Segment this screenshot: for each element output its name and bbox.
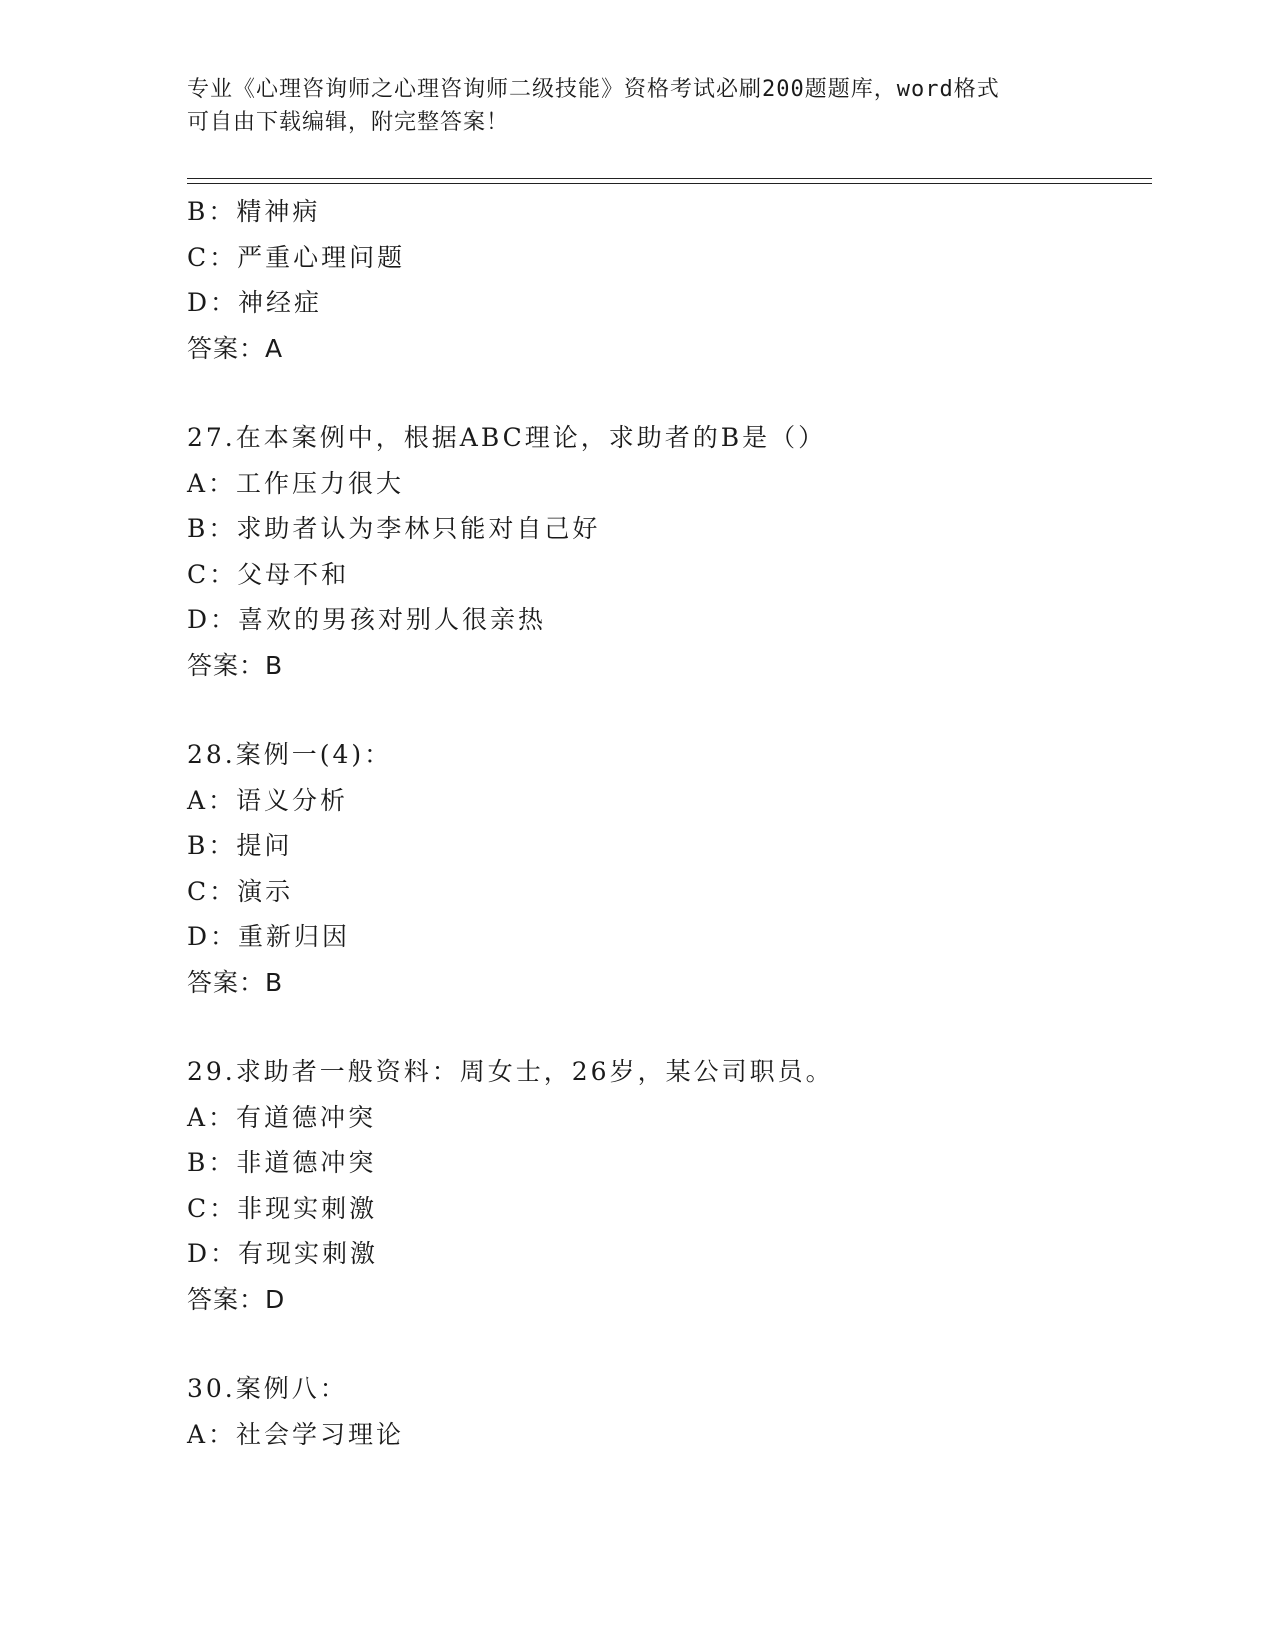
question-block <box>187 732 1152 1005</box>
question-block <box>187 1049 1152 1322</box>
option-b: B：求助者认为李林只能对自己好 <box>187 514 601 543</box>
header-title-line-2: 可自由下载编辑，附完整答案！ <box>187 110 510 135</box>
answer-line: 答案：B <box>187 967 284 997</box>
question-text: 29.求助者一般资料：周女士，26岁，某公司职员。 <box>187 1057 834 1086</box>
question-block <box>187 1366 1152 1457</box>
question-text: 28.案例一(4)： <box>187 740 393 769</box>
header-divider-bottom <box>187 183 1152 184</box>
answer-line: 答案：D <box>187 1284 286 1314</box>
header-title-line-1: 专业《心理咨询师之心理咨询师二级技能》资格考试必刷200题题库，word格式 <box>187 77 1000 102</box>
question-text: 27.在本案例中，根据ABC理论，求助者的B是（） <box>187 423 827 452</box>
header-divider-top <box>187 178 1152 179</box>
option-d: D：有现实刺激 <box>187 1239 379 1268</box>
document-header <box>187 73 1087 139</box>
answer-line: 答案：B <box>187 650 284 680</box>
answer-line: 答案：A <box>187 333 284 363</box>
question-block <box>187 189 1152 371</box>
option-a: A：社会学习理论 <box>187 1419 405 1449</box>
option-c: C：父母不和 <box>187 559 350 589</box>
option-a: A：语义分析 <box>187 785 349 815</box>
option-b: B：精神病 <box>187 197 321 226</box>
option-d: D：神经症 <box>187 288 323 317</box>
question-list <box>187 189 1152 1457</box>
option-c: C：演示 <box>187 876 294 906</box>
option-a: A：工作压力很大 <box>187 468 405 498</box>
option-b: B：提问 <box>187 831 293 860</box>
question-block <box>187 415 1152 688</box>
option-c: C：严重心理问题 <box>187 242 406 272</box>
option-d: D：喜欢的男孩对别人很亲热 <box>187 605 547 634</box>
option-a: A：有道德冲突 <box>187 1102 377 1132</box>
option-b: B：非道德冲突 <box>187 1148 377 1177</box>
option-d: D：重新归因 <box>187 922 351 951</box>
question-text: 30.案例八： <box>187 1374 348 1403</box>
option-c: C：非现实刺激 <box>187 1193 378 1223</box>
